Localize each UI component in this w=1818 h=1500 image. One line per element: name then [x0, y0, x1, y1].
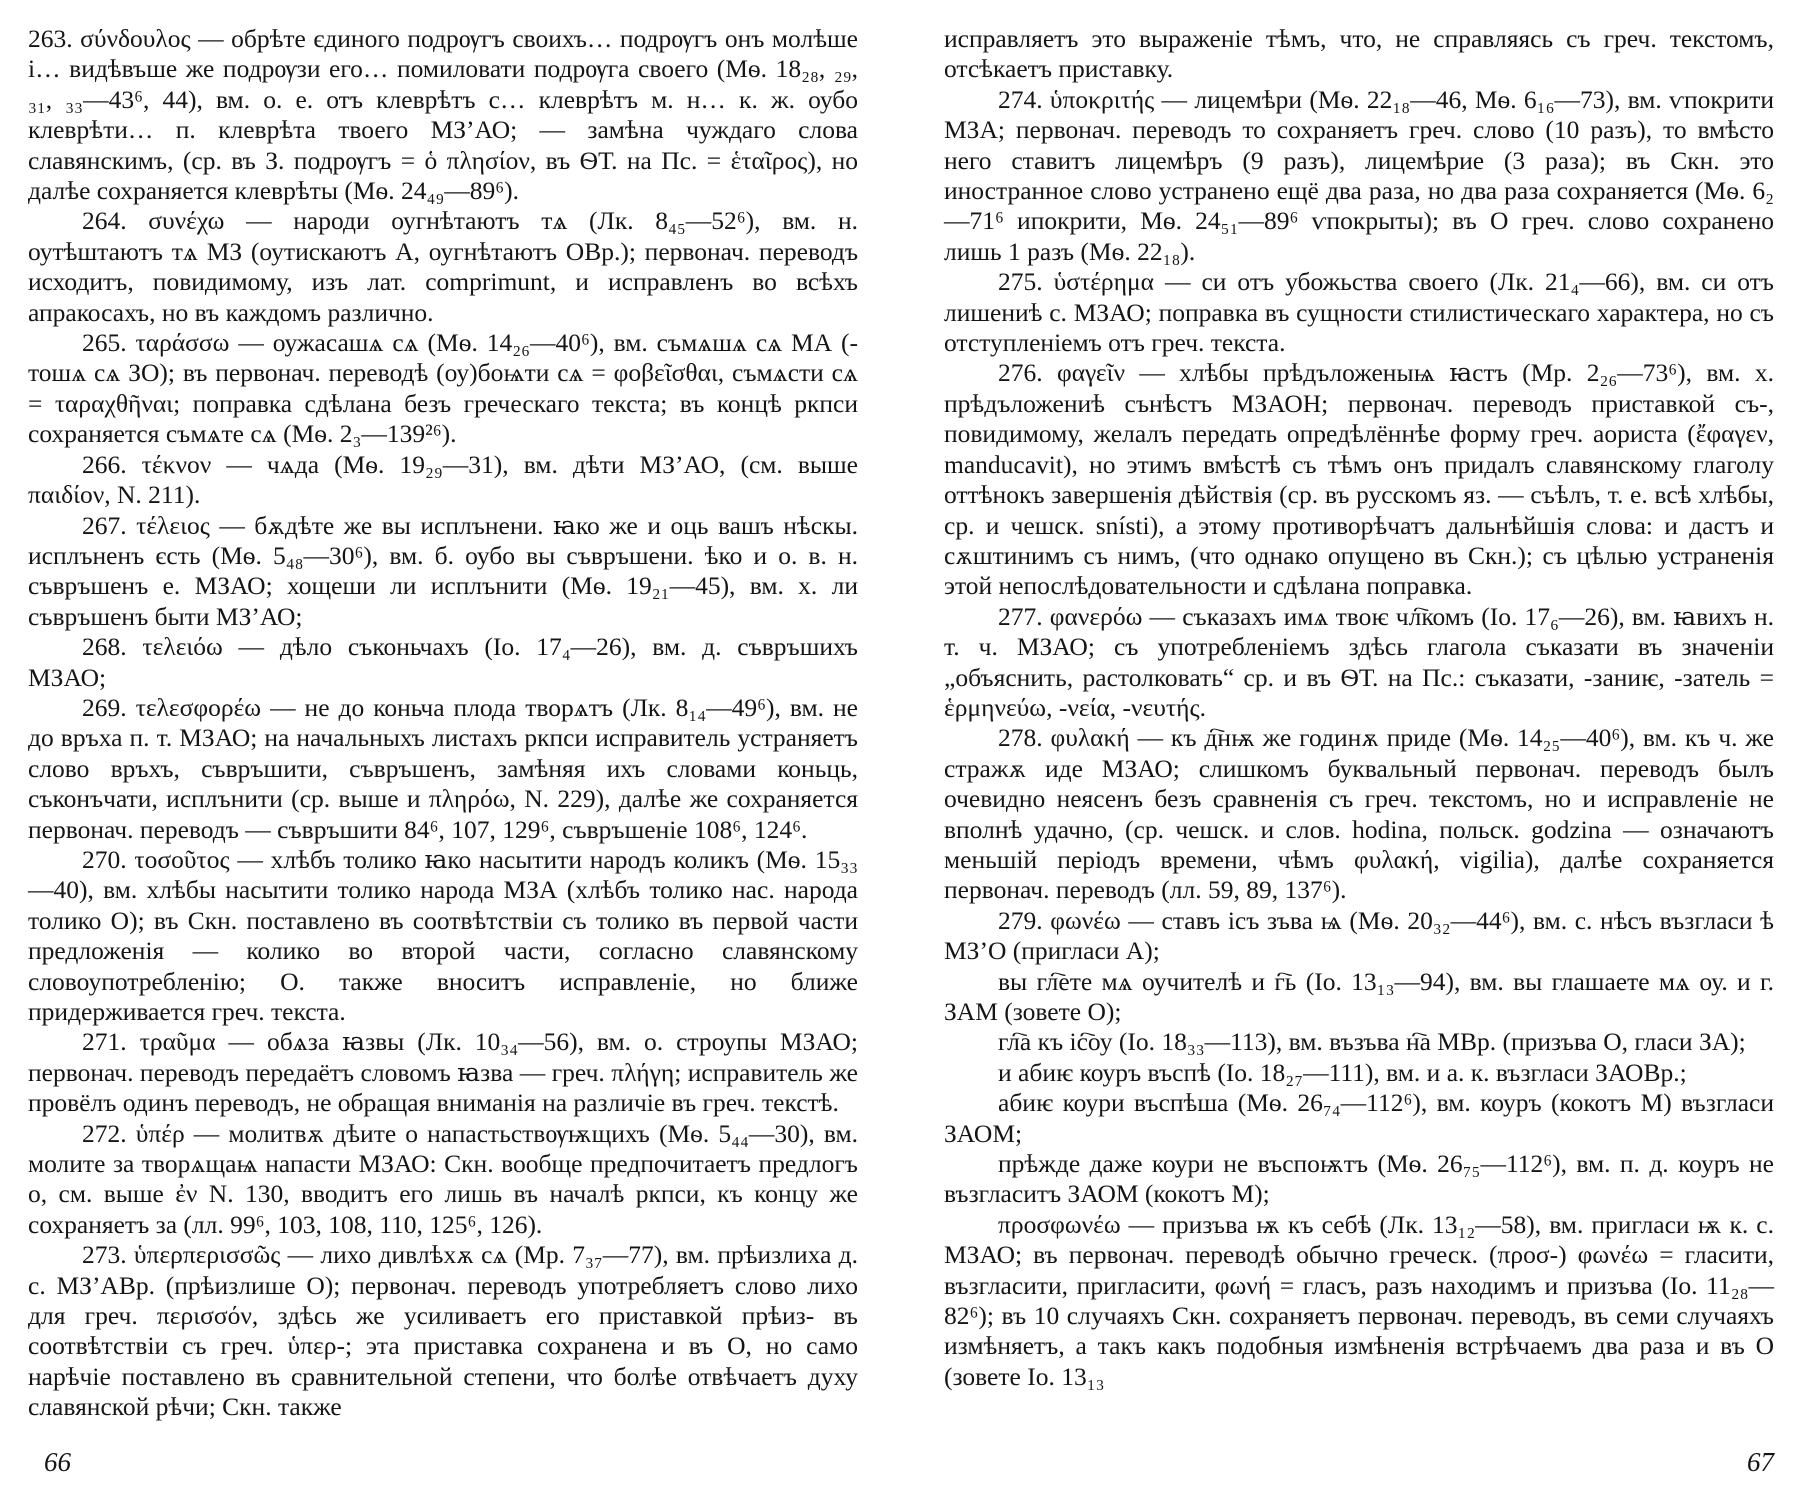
entry-272: 272. ὑπέρ — молитвѫ дѣите о напастьствѹѭщихъ (Мѳ. 5₄₄—30), вм. молите за творѧщаѩ напасти МЗАО: Скн. вообще предпочитаетъ предлогъ о, см. выше ἐν N. 130, вводитъ его лишь въ началѣ ркпси, къ концу же сохраняетъ за (лл. 99⁶, 103, 108, 110, 125⁶, 126). [28, 1118, 858, 1239]
entry-273-continued: исправляетъ это выраженіе тѣмъ, что, не справляясь съ греч. текстомъ, отсѣкаетъ приставку. [944, 24, 1774, 84]
entry-279: 279. φωνέω — ставъ ісъ зъва ѩ (Мѳ. 20₃₂—44⁶), вм. с. нѣсъ възгласи ѣ МЗ’О (пригласи А); [944, 905, 1774, 966]
entry-268: 268. τελειόω — дѣло съконьчахъ (Іо. 17₄—26), вм. д. съвръшихъ МЗАО; [28, 632, 858, 692]
entry-279-sub-2: гл҇а къ іс҇оу (Іо. 18₃₃—113), вм. възъва н҇а МВр. (призъва О, гласи ЗА); [998, 1027, 1746, 1057]
right-page-number: 67 [1747, 1447, 1774, 1477]
entry-274: 274. ὑποκριτής — лицемѣри (Мѳ. 22₁₈—46, Мѳ. 6₁₆—73), вм. ѵпокрити МЗА; первонач. переводъ то сохраняетъ греч. слово (10 разъ), то вмѣсто него ставитъ лицемѣръ (9 разъ), лицемѣрие (3 раза); въ Скн. это иностранное слово устранено ещё два раза, но два раза сохраняется (Мѳ. 6₂—71⁶ ипокрити, Мѳ. 24₅₁—89⁶ ѵпокрыты); въ О греч. слово сохранено лишь 1 разъ (Мѳ. 22₁₈). [944, 84, 1774, 266]
entry-279-sub-5: прѣжде даже коури не въспоѭтъ (Мѳ. 26₇₅—112⁶), вм. п. д. коуръ не възгласитъ ЗАОМ (кокотъ М); [944, 1149, 1774, 1209]
left-page-number: 66 [44, 1447, 71, 1477]
entry-276: 276. φαγεῖν — хлѣбы прѣдъложеныѩ ꙗстъ (Мр. 2₂₆—73⁶), вм. х. прѣдъложениѣ сънѣстъ МЗАОН; первонач. переводъ приставкой съ-, повидимому, желалъ передать опредѣлённѣе форму греч. аориста (ἔφαγεν, manducavit), но этимъ вмѣстѣ съ тѣмъ онъ придалъ славянскому глаголу оттѣнокъ завершенія дѣйствія (ср. въ русскомъ яз. — съѣлъ, т. е. всѣ хлѣбы, ср. и чешск. snísti), а этому противорѣчатъ дальнѣйшія слова: и дастъ и сѫштинимъ съ нимъ, (что однако опущено въ Скн.); съ цѣлью устраненія этой непослѣдовательности и сдѣлана поправка. [944, 358, 1774, 601]
entry-279-sub-4: абиѥ коури въспѣша (Мѳ. 26₇₄—112⁶), вм. коуръ (кокотъ М) възгласи ЗАОМ; [944, 1088, 1774, 1148]
entry-275: 275. ὑστέρημα — си отъ убожьства своего (Лк. 21₄—66), вм. си отъ лишениѣ с. МЗАО; поправка въ сущности стилистическаго характера, но съ отступленіемъ отъ греч. текста. [944, 267, 1774, 358]
entry-279-sub-3: и абиѥ коуръ въспѣ (Іо. 18₂₇—111), вм. и а. к. възгласи ЗАОВр.; [998, 1057, 1687, 1087]
entry-279-sub-1: вы гл҇ете мѧ оучителѣ и г҇ь (Іо. 13₁₃—94), вм. вы глашаете мѧ оу. и г. ЗАМ (зовете О); [944, 966, 1774, 1026]
entry-271: 271. τραῦμα — обѧза ꙗзвы (Лк. 10₃₄—56), вм. о. строупы МЗАО; первонач. переводъ передаётъ словомъ ꙗзва — греч. πλήγη; исправитель же провёлъ одинъ переводъ, не обращая вниманія на различіе въ греч. текстѣ. [28, 1027, 858, 1118]
entry-264: 264. συνέχω — народи оугнѣтаютъ тѧ (Лк. 8₄₅—52⁶), вм. н. оутѣштаютъ тѧ МЗ (оутискаютъ А, оугнѣтаютъ ОВр.); первонач. переводъ исходитъ, повидимому, изъ лат. comprimunt, и исправленъ во всѣхъ апракосахъ, но въ каждомъ различно. [28, 206, 858, 327]
entry-278: 278. φυλακή — къ д҇нѭ же годинѫ приде (Мѳ. 14₂₅—40⁶), вм. къ ч. же стражѫ иде МЗАО; слишкомъ буквальный первонач. переводъ былъ очевидно неясенъ безъ сравненія съ греч. текстомъ, но и исправленіе не вполнѣ удачно, (ср. чешск. и слов. hodina, польск. godzina — означаютъ меньшій періодъ времени, чѣмъ φυλακή, vigilia), далѣе сохраняется первонач. переводъ (лл. 59, 89, 137⁶). [944, 723, 1774, 905]
entry-277: 277. φανερόω — съказахъ имѧ твоѥ чл҇комъ (Іо. 17₆—26), вм. ꙗвихъ н. т. ч. МЗАО; съ употребленіемъ здѣсь глагола съказати въ значеніи „объяснить, растолковать“ ср. и въ ѲТ. на Пс.: съказати, -заниѥ, -затель = ἑρμηνεύω, -νεία, -νευτής. [944, 601, 1774, 722]
entry-269: 269. τελεσφορέω — не до коньча плода творѧтъ (Лк. 8₁₄—49⁶), вм. не до връха п. т. МЗАО; на начальныхъ листахъ ркпси исправитель устраняетъ слово връхъ, съвръшити, съвръшенъ, замѣняя ихъ словами коньць, съконъчати, исплънити (ср. выше и πληρόω, N. 229), далѣе же сохраняется первонач. переводъ — съвръшити 84⁶, 107, 129⁶, съвръшеніе 108⁶, 124⁶. [28, 692, 858, 844]
entry-265: 265. ταράσσω — оужасашѧ сѧ (Мѳ. 14₂₆—40⁶), вм. съмѧшѧ сѧ МА (-тошѧ сѧ ЗО); въ первонач. переводѣ (оу)боѩти сѧ = φοβεῖσθαι, съмѧсти сѧ = ταραχθῆναι; поправка сдѣлана безъ греческаго текста; въ концѣ ркпси сохраняется съмѧте сѧ (Мѳ. 2₃—139²⁶). [28, 328, 858, 449]
entry-266: 266. τέκνον — чѧда (Мѳ. 19₂₉—31), вм. дѣти МЗ’АО, (см. выше παιδίον, N. 211). [28, 449, 858, 510]
entry-273: 273. ὑπερπερισσῶς — лихо дивлѣхѫ сѧ (Мр. 7₃₇—77), вм. прѣизлиха д. с. МЗ’АВр. (прѣизлише О); первонач. переводъ употребляетъ слово лихо для греч. περισσόν, здѣсь же усиливаетъ его приставкой прѣиз- въ соотвѣтствіи съ греч. ὑπερ-; эта приставка сохранена и въ О, но само нарѣчіе поставлено въ сравнительной степени, что болѣе отвѣчаетъ духу славянской рѣчи; Скн. также [28, 1240, 858, 1422]
entry-270: 270. τοσοῦτος — хлѣбъ толико ꙗко насытити народъ коликъ (Мѳ. 15₃₃—40), вм. хлѣбы насытити толико народа МЗА (хлѣбъ толико нас. народа толико О); въ Скн. поставлено въ соотвѣтствіи съ толико въ первой части предложенія — колико во второй части, согласно славянскому словоупотребленію; О. также вноситъ исправленіе, но ближе придерживается греч. текста. [28, 844, 858, 1026]
entry-279-sub-6: προσφωνέω — призъва ѭ къ себѣ (Лк. 13₁₂—58), вм. пригласи ѭ к. с. МЗАО; въ первонач. переводѣ обычно греческ. (προσ-) φωνέω = гласити, възгласити, пригласити, φωνή = гласъ, разъ находимъ и призъва (Іо. 11₂₈—82⁶); въ 10 случаяхъ Скн. сохраняетъ первонач. переводъ, въ семи случаяхъ измѣняетъ, а такъ какъ подобныя измѣненія встрѣчаемъ два раза и въ О (зовете Іо. 13₁₃ [944, 1209, 1774, 1391]
right-page-text [944, 24, 1774, 1392]
entry-267: 267. τέλειος — бѫдѣте же вы исплънени. ꙗко же и оць вашъ нѣскы. исплъненъ єсть (Мѳ. 5₄₈—30⁶), вм. б. оубо вы съвръшени. ѣко и о. в. н. съвръшенъ е. МЗАО; хощеши ли исплънити (Мѳ. 19₂₁—45), вм. х. ли съвръшенъ быти МЗ’АО; [28, 510, 858, 631]
entry-263: 263. σύνδουλος — обрѣте єдиного подрѹгъ своихъ… подрѹгъ онъ молѣше і… видѣвъше же подрѹзи его… помиловати подрѹга своего (Мѳ. 18₂₈, ₂₉, ₃₁, ₃₃—43⁶, 44), вм. о. е. отъ клеврѣтъ с… клеврѣтъ м. н… к. ж. оубо клеврѣти… п. клеврѣта твоего МЗ’АО; — замѣна чуждаго слова славянскимъ, (ср. въ З. подрѹгъ = ὁ πλησίον, въ ѲТ. на Пс. = ἑταῖρος), но далѣе сохраняется клеврѣты (Мѳ. 24₄₉—89⁶). [28, 24, 858, 206]
left-page-text [28, 24, 858, 1423]
